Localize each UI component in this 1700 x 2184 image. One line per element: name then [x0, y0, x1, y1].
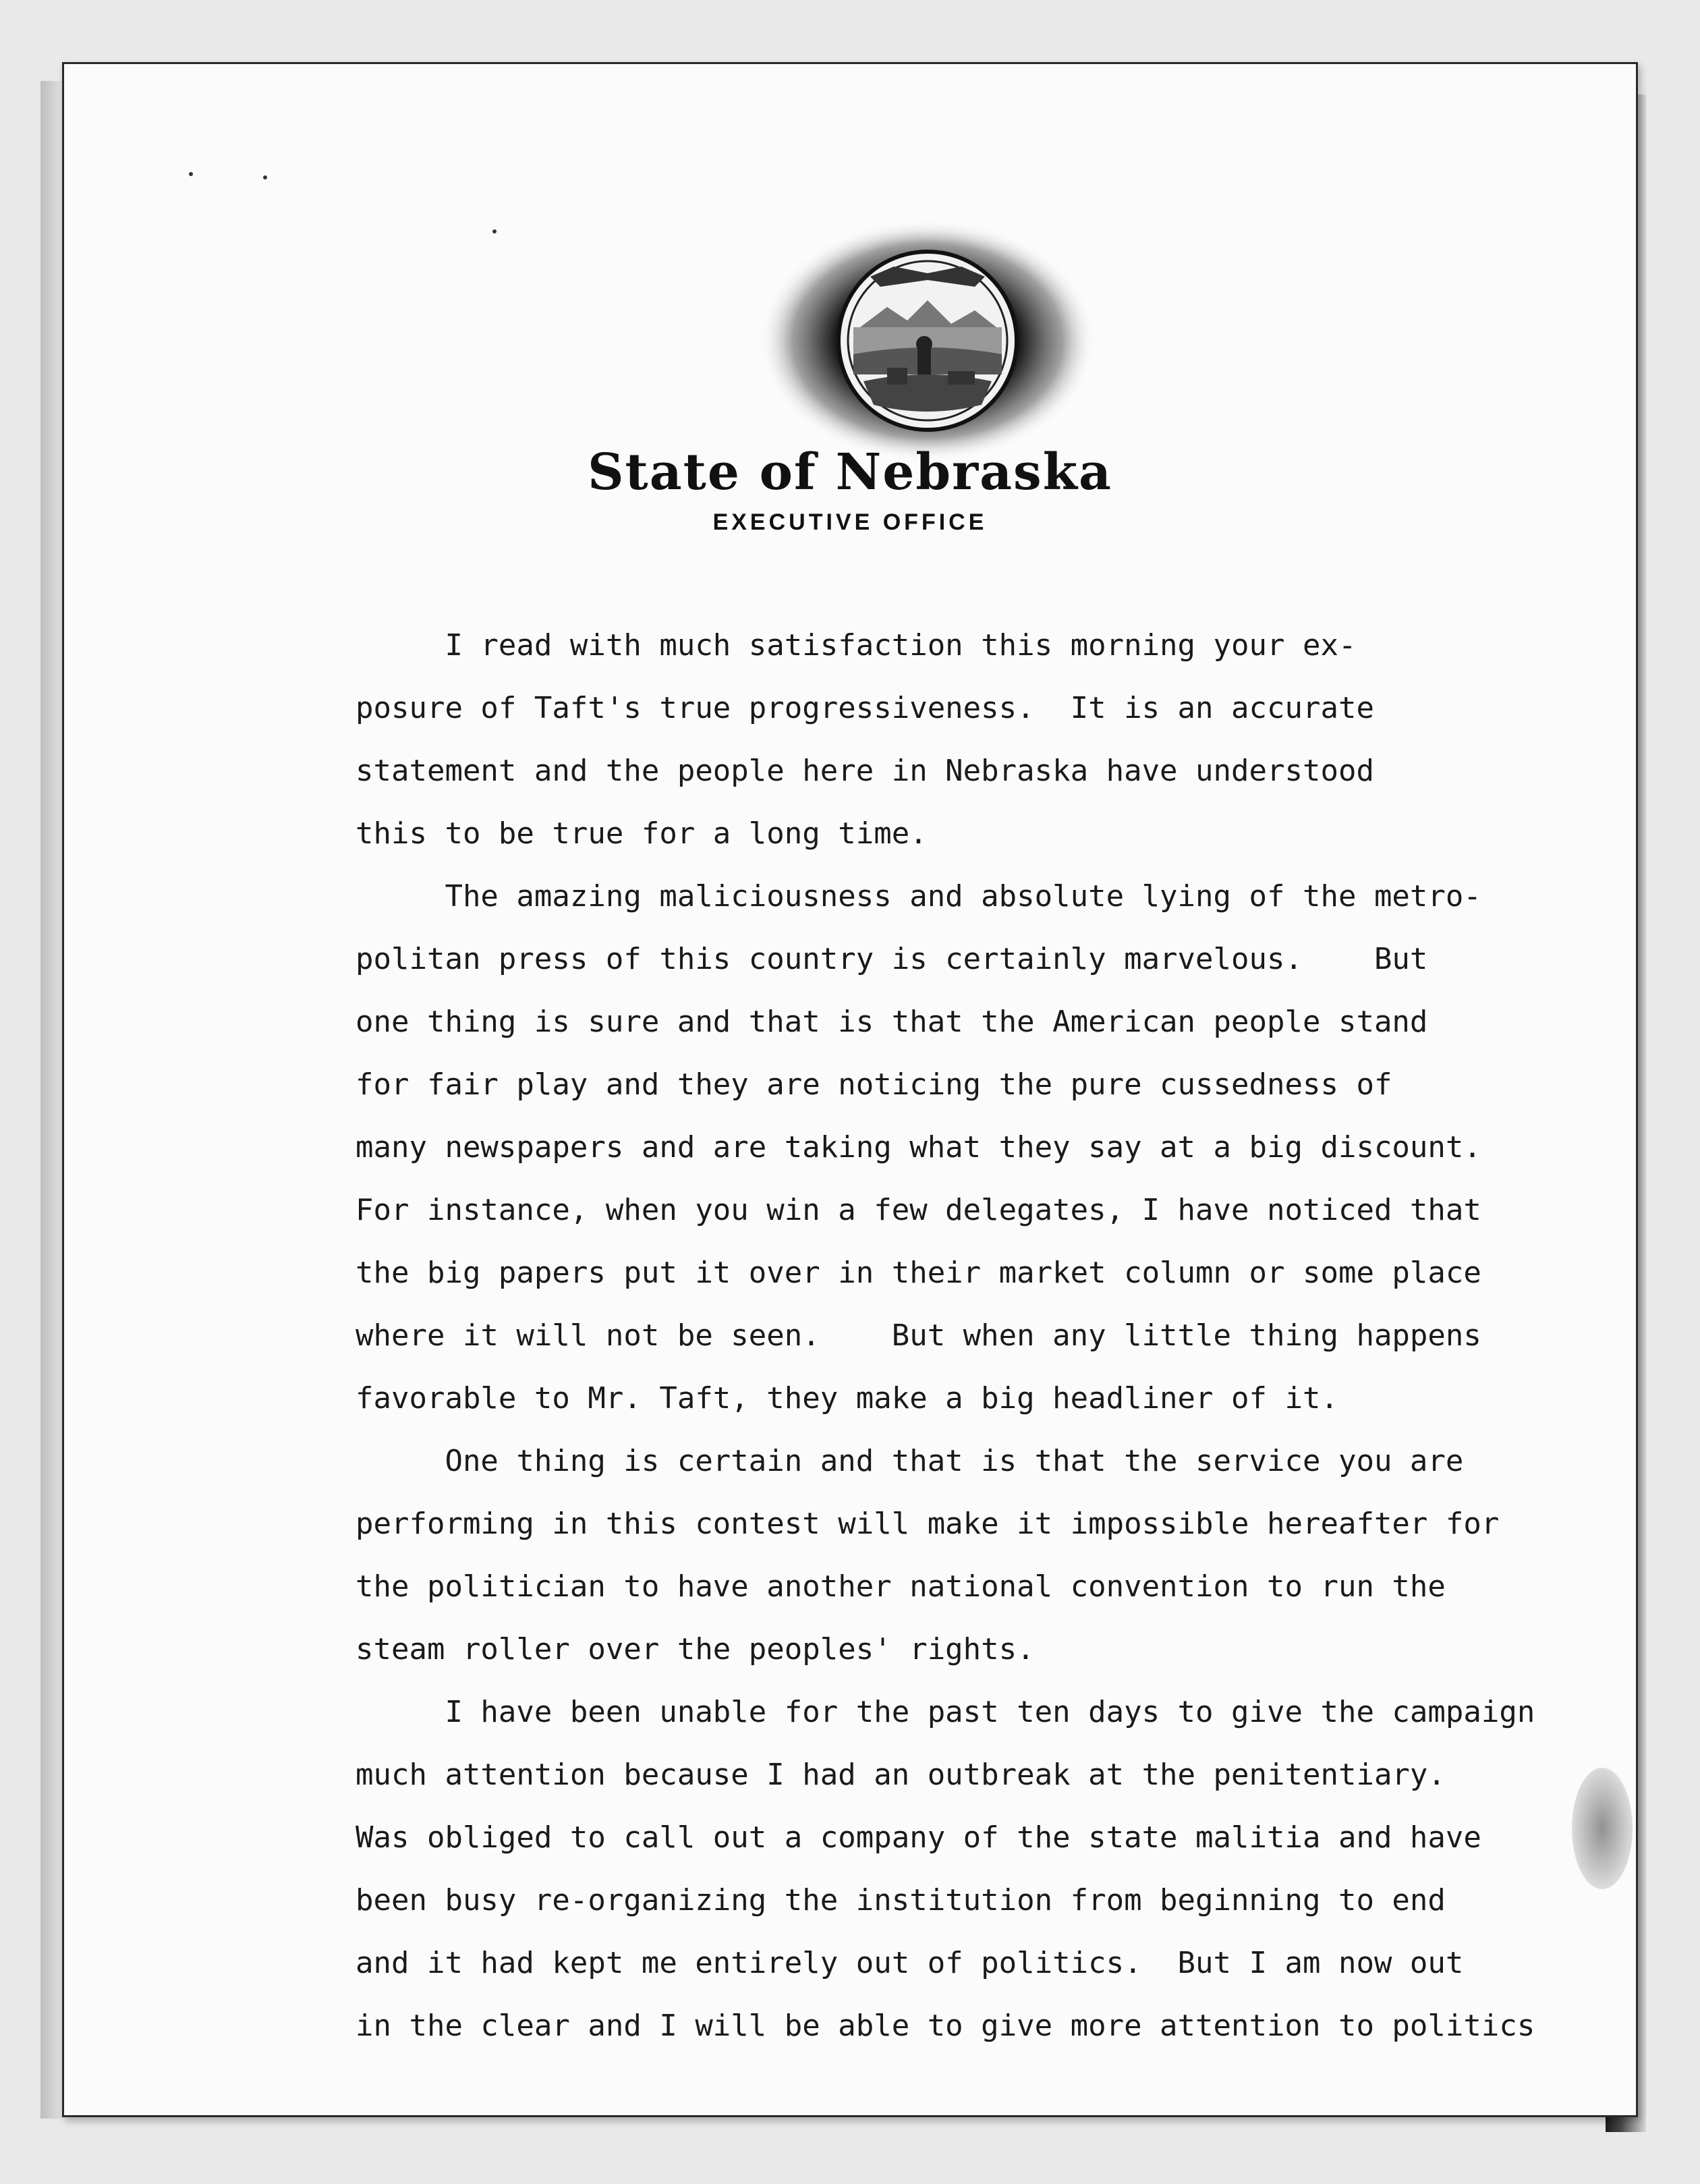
letterhead-title: State of Nebraska — [588, 443, 1112, 501]
body-line: one thing is sure and that is that the American people stand — [356, 1005, 1428, 1039]
letter-body — [356, 614, 1624, 2057]
body-line: posure of Taft's true progressiveness. It is an accurate — [356, 691, 1374, 725]
body-line: The amazing maliciousness and absolute lying of the metro- — [356, 879, 1481, 914]
state-seal-emblem — [752, 213, 1103, 482]
body-line: the politician to have another national convention to run the — [356, 1569, 1446, 1604]
paper-speck — [492, 229, 497, 233]
body-line: statement and the people here in Nebraska have understood — [356, 754, 1374, 788]
body-line: performing in this contest will make it impossible hereafter for — [356, 1507, 1500, 1541]
body-line: many newspapers and are taking what they say at a big discount. — [356, 1130, 1481, 1165]
body-line: Was obliged to call out a company of the state malitia and have — [356, 1820, 1481, 1855]
body-line: favorable to Mr. Taft, they make a big headliner of it. — [356, 1381, 1338, 1416]
paper-speck — [189, 172, 193, 176]
body-line: steam roller over the peoples' rights. — [356, 1632, 1035, 1667]
body-line: this to be true for a long time. — [356, 816, 928, 851]
paper-speck — [263, 175, 267, 179]
body-line: in the clear and I will be able to give more attention to politics — [356, 2009, 1535, 2043]
body-line: One thing is certain and that is that the service you are — [356, 1444, 1464, 1478]
body-line: I read with much satisfaction this morning your ex- — [356, 628, 1357, 663]
film-stain — [1572, 1768, 1633, 1889]
letter-page — [62, 62, 1638, 2117]
body-line: for fair play and they are noticing the pure cussedness of — [356, 1067, 1392, 1102]
body-line: much attention because I had an outbreak at the penitentiary. — [356, 1758, 1446, 1792]
body-line: For instance, when you win a few delegates, I have noticed that — [356, 1193, 1481, 1227]
body-line: where it will not be seen. But when any little thing happens — [356, 1318, 1481, 1353]
body-line: I have been unable for the past ten days to give the campaign — [356, 1695, 1535, 1729]
letterhead-subtitle: EXECUTIVE OFFICE — [712, 509, 988, 535]
body-line: the big papers put it over in their market column or some place — [356, 1256, 1481, 1290]
body-line: politan press of this country is certainly marvelous. But — [356, 942, 1428, 976]
body-line: been busy re-organizing the institution from beginning to end — [356, 1883, 1446, 1917]
body-line: and it had kept me entirely out of politics. But I am now out — [356, 1946, 1464, 1980]
